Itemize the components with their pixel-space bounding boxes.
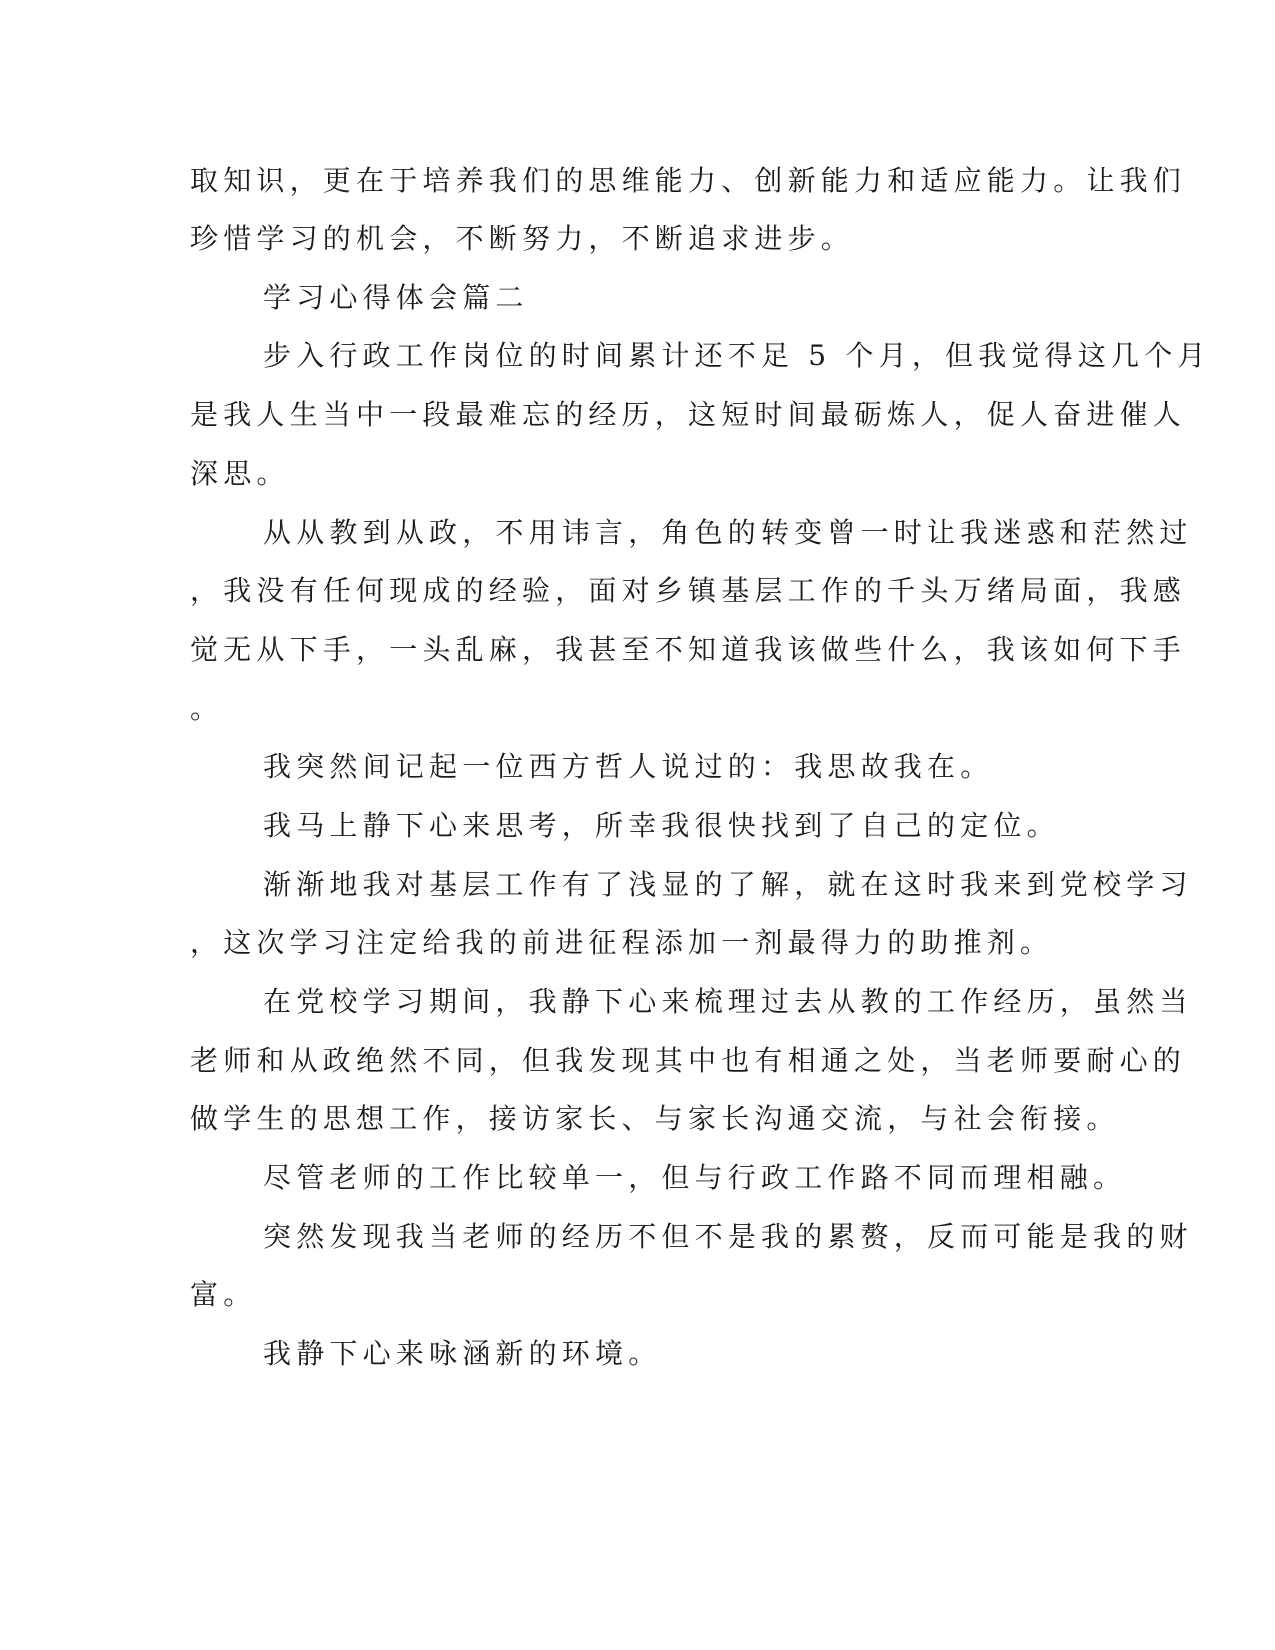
text-line: 取知识，更在于培养我们的思维能力、创新能力和适应能力。让我们 (190, 164, 1187, 197)
text-line: ，这次学习注定给我的前进征程添加一剂最得力的助推剂。 (190, 926, 1054, 959)
text-line: 在党校学习期间，我静下心来梳理过去从教的工作经历，虽然当 (263, 985, 1193, 1018)
text-line: ，我没有任何现成的经验，面对乡镇基层工作的千头万绪局面，我感 (190, 574, 1187, 607)
text-line: 步入行政工作岗位的时间累计还不足 5 个月，但我觉得这几个月 (263, 339, 1211, 372)
section-heading: 学习心得体会篇二 (263, 281, 529, 314)
text-line: 珍惜学习的机会，不断努力，不断追求进步。 (190, 222, 855, 255)
text-line: 我马上静下心来思考，所幸我很快找到了自己的定位。 (263, 809, 1060, 842)
text-line: 觉无从下手，一头乱麻，我甚至不知道我该做些什么，我该如何下手 (190, 633, 1187, 666)
text-line: 渐渐地我对基层工作有了浅显的了解，就在这时我来到党校学习 (263, 868, 1193, 901)
text-line: 我静下心来咏涵新的环境。 (263, 1337, 662, 1370)
text-line: 老师和从政绝然不同，但我发现其中也有相通之处，当老师要耐心的 (190, 1044, 1187, 1077)
text-line: 是我人生当中一段最难忘的经历，这短时间最砺炼人，促人奋进催人 (190, 398, 1187, 431)
text-line: 做学生的思想工作，接访家长、与家长沟通交流，与社会衔接。 (190, 1102, 1120, 1135)
text-line: 突然发现我当老师的经历不但不是我的累赘，反而可能是我的财 (263, 1220, 1193, 1253)
text-line: 从从教到从政，不用讳言，角色的转变曾一时让我迷惑和茫然过 (263, 516, 1193, 549)
text-line: 。 (190, 692, 224, 725)
text-line: 深思。 (190, 457, 290, 490)
text-line: 我突然间记起一位西方哲人说过的：我思故我在。 (263, 750, 994, 783)
text-line: 富。 (190, 1278, 257, 1311)
text-line: 尽管老师的工作比较单一，但与行政工作路不同而理相融。 (263, 1161, 1127, 1194)
